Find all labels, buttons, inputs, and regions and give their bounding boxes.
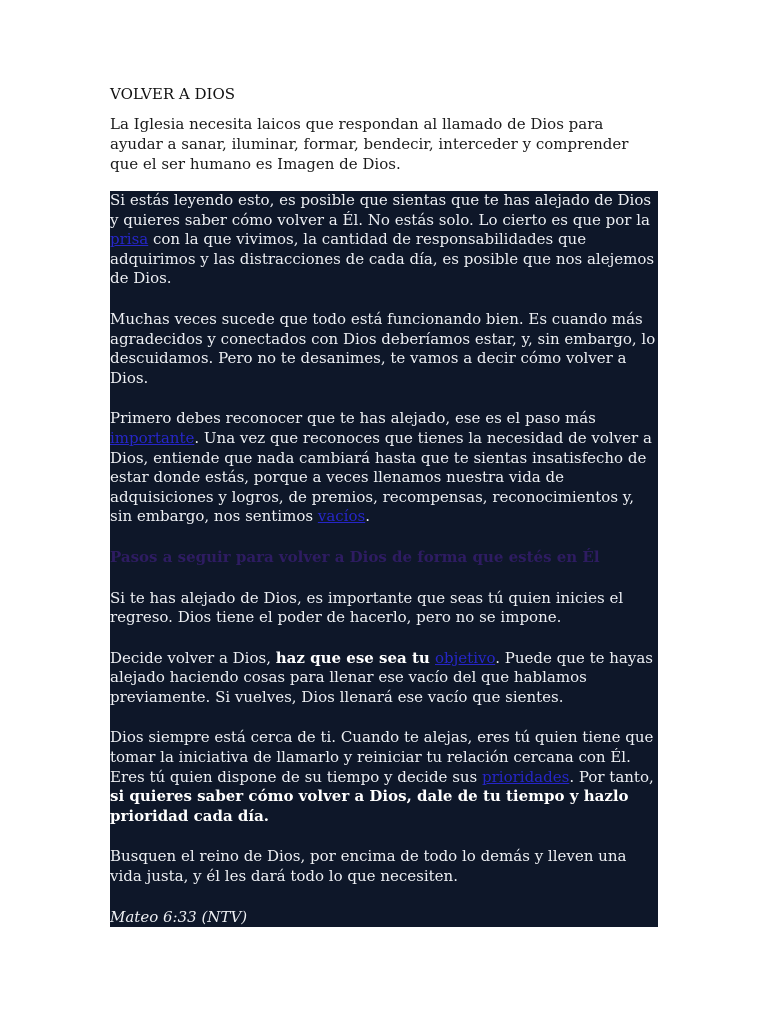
- intro-paragraph: La Iglesia necesita laicos que respondan al llamado de Dios para ayudar a sanar, iluminar, formar, bendecir, interceder y comprender que el ser humano es Imagen de Dios.: [110, 115, 629, 173]
- link-vacios[interactable]: vacíos: [317, 507, 366, 526]
- paragraph-6-bold: si quieres saber cómo volver a Dios, dale de tu tiempo y hazlo prioridad cada día.: [110, 787, 629, 825]
- article-body: [110, 191, 658, 927]
- paragraph-1: [110, 191, 658, 289]
- paragraph-1-text-after: con la que vivimos, la cantidad de responsabilidades que adquirimos y las distracciones de cada día, es posible que nos alejemos de Dios.: [110, 230, 655, 288]
- paragraph-3: [110, 409, 658, 527]
- section-subheading: Pasos a seguir para volver a Dios de forma que estés en Él: [110, 547, 600, 566]
- paragraph-3-text-middle: . Una vez que reconoces que tienes la necesidad de volver a Dios, entiende que nada cambiará hasta que te sientas insatisfecho de estar donde estás, porque a veces llenamos nuestra vida de adquisiciones y logros, de premios, recompensas, reconocimientos y, sin embargo, nos sentimos: [110, 428, 652, 526]
- document-title: VOLVER A DIOS: [110, 85, 236, 103]
- link-prioridades[interactable]: prioridades: [482, 767, 570, 786]
- paragraph-6-text-middle: . Por tanto,: [569, 767, 654, 786]
- paragraph-2: Muchas veces sucede que todo está funcionando bien. Es cuando más agradecidos y conectados con Dios deberíamos estar, y, sin embargo, lo descuidamos. Pero no te desanimes, te vamos a decir cómo volver a Dios.: [110, 309, 656, 387]
- paragraph-6: [110, 728, 658, 826]
- link-prisa[interactable]: prisa: [110, 230, 149, 249]
- paragraph-3-text-before: Primero debes reconocer que te has alejado, ese es el paso más: [110, 409, 596, 428]
- document-page: [110, 84, 658, 927]
- paragraph-3-text-after: .: [365, 507, 370, 526]
- paragraph-5-text-before: Decide volver a Dios,: [110, 648, 276, 667]
- bible-quote: Busquen el reino de Dios, por encima de todo lo demás y lleven una vida justa, y él les dará todo lo que necesiten.: [110, 847, 627, 886]
- paragraph-1-text-before: Si estás leyendo esto, es posible que sientas que te has alejado de Dios y quieres saber cómo volver a Él. No estás solo. Lo cierto es que por la: [110, 191, 652, 229]
- link-objetivo[interactable]: objetivo: [435, 648, 496, 667]
- paragraph-5-bold: haz que ese sea tu: [275, 648, 436, 667]
- paragraph-4: Si te has alejado de Dios, es importante que seas tú quien inicies el regreso. Dios tiene el poder de hacerlo, pero no se impone.: [110, 588, 624, 627]
- paragraph-5-text-after: . Puede que te hayas alejado haciendo cosas para llenar ese vacío del que hablamos previamente. Si vuelves, Dios llenará ese vacío que sientes.: [110, 648, 653, 706]
- link-importante[interactable]: importante: [110, 428, 195, 447]
- paragraph-5: [110, 649, 658, 708]
- paragraph-6-text-before: Dios siempre está cerca de ti. Cuando te alejas, eres tú quien tiene que tomar la iniciativa de llamarlo y reiniciar tu relación cercana con Él. Eres tú quien dispone de su tiempo y decide sus: [110, 728, 654, 786]
- quote-citation: Mateo 6:33 (NTV): [110, 907, 248, 926]
